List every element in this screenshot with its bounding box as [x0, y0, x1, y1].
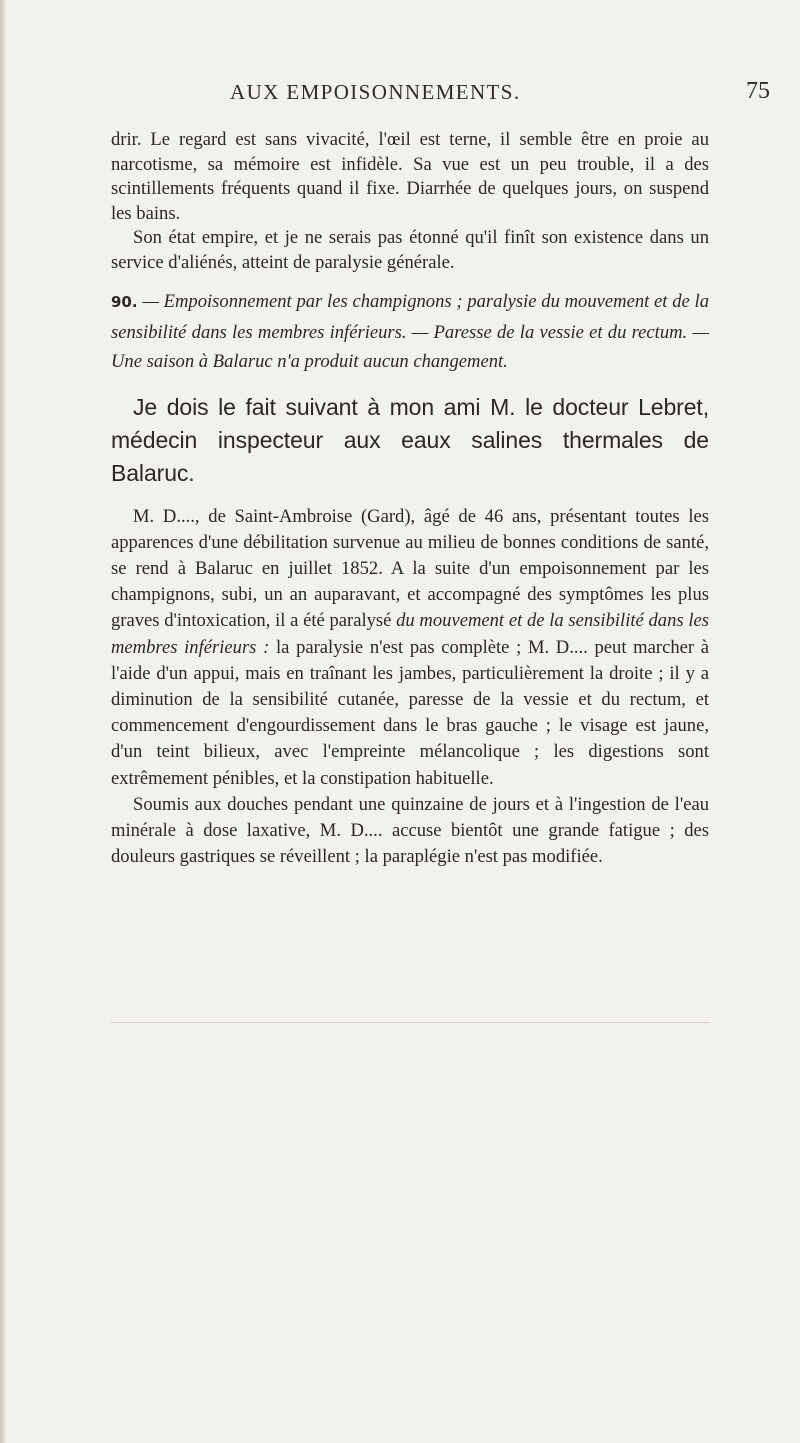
- case-heading: [111, 287, 709, 377]
- case-introduction: Je dois le fait suivant à mon ami M. le docteur Lebret, médecin inspecteur aux eaux salines thermales de Balaruc.: [111, 393, 709, 486]
- paragraph-continued: drir. Le regard est sans vivacité, l'œil est terne, il semble être en proie au narcotisme, sa mémoire est infidèle. Sa vue est un peu trouble, il a des scintillements fréquents quand il fixe. Diarrhée de quelques jours, on suspend les bains.: [111, 129, 709, 224]
- paragraph: Son état empire, et je ne serais pas étonné qu'il finît son existence dans un service d'aliénés, atteint de paralysie générale.: [111, 227, 709, 273]
- case-number: 90.: [111, 293, 138, 311]
- case-description-text-continued: la paralysie n'est pas complète ; M. D.... peut marcher à l'aide d'un appui, mais en traînant les jambes, particulièrement la droite ; il y a diminution de la sensibilité cutanée, paresse de la vessie et du rectum, et commencement d'engourdissement dans le bras gauche ; le visage est jaune, d'un teint bilieux, avec l'empreinte mélancolique ; les digestions sont extrêmement pénibles, et la constipation habituelle.: [111, 636, 710, 789]
- case-title: — Empoisonnement par les champignons ; paralysie du mouvement et de la sensibilité dans les membres inférieurs. — Paresse de la vessie et du rectum. — Une saison à Balaruc n'a produit aucun changement.: [111, 291, 709, 372]
- case-description: [111, 504, 709, 792]
- case-description-text: M. D...., de Saint-Ambroise (Gard), âgé de 46 ans, présentant toutes les apparences d'une débilitation survenue au milieu de bonnes conditions de santé, se rend à Balaruc en juillet 1852. A la suite d'un empoisonnement par les champignons, subi, un an auparavant, et accompagné des symptômes les plus graves d'intoxication, il a été paralysé: [111, 505, 709, 632]
- case-description-emphasis: du mouvement et de la sensibilité dans les membres inférieurs :: [111, 610, 709, 658]
- page-header: [110, 80, 770, 120]
- running-title: AUX EMPOISONNEMENTS.: [230, 80, 521, 104]
- faint-divider: [110, 1022, 710, 1023]
- page-number: 75: [746, 78, 770, 104]
- page-left-edge: [0, 0, 6, 1443]
- treatment-paragraph: Soumis aux douches pendant une quinzaine de jours et à l'ingestion de l'eau minérale à dose laxative, M. D.... accuse bientôt une grande fatigue ; des douleurs gastriques se réveillent ; la paraplégie n'est pas modifiée.: [111, 793, 709, 868]
- page-body: [111, 128, 709, 870]
